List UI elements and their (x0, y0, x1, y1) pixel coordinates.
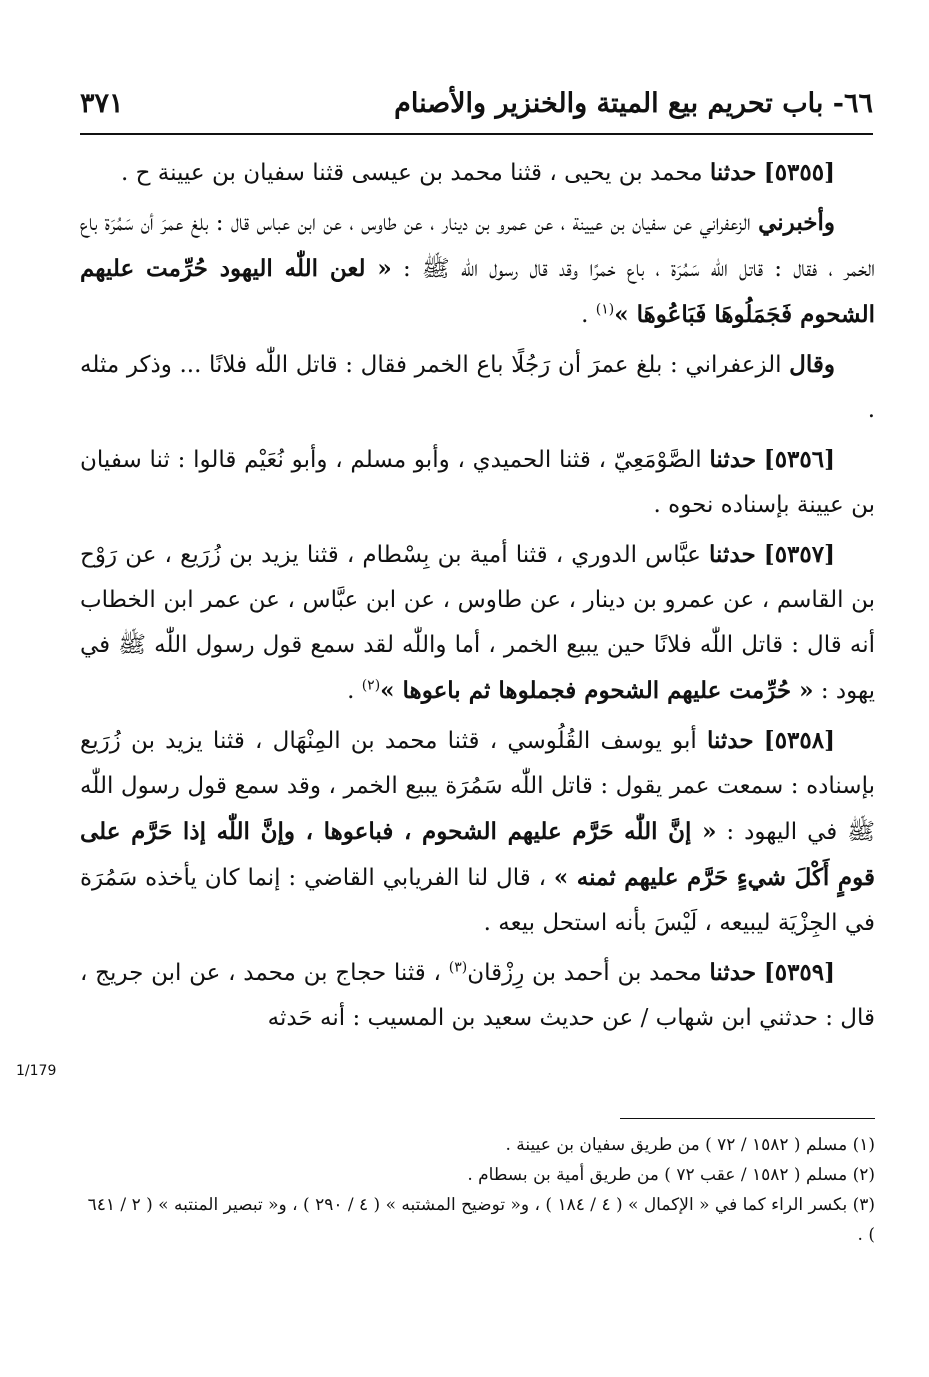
narration-text: محمد بن يحيى ، قثنا محمد بن عيسى قثنا سفيان بن عيينة ح . (121, 160, 703, 186)
hadith-number: [٥٣٥٧] (763, 541, 835, 568)
footnote-2: (٢) مسلم ( ١٥٨٢ / عقب ٧٢ ) من طريق أمية بن بسطام . (467, 1165, 875, 1185)
narration-lead: حدثنا (706, 727, 754, 754)
main-text (80, 150, 875, 1045)
narration-lead: حدثنا (709, 541, 756, 568)
narration-text: محمد بن أحمد بن رِزْقان (467, 960, 702, 986)
narration-text: أبو يوسف القُلُوسي ، قثنا محمد بن المِنْهَال ، قثنا يزيد بن زُرَيع بإسناده : سمعت عمر يقول : قاتل اللّٰه سَمُرَة يبيع الخمر ، وقد سمع قول رسول اللّٰه ﷺ في اليهود : (80, 728, 875, 845)
hadith-number: [٥٣٥٥] (763, 159, 835, 186)
narration-lead: حدثنا (709, 159, 757, 186)
footnotes (80, 1130, 875, 1250)
narration-end: . (581, 302, 596, 328)
narration-text: الصَّوْمَعِيّ ، قثنا الحميدي ، وأبو مسلم ، وأبو نُعَيْم قالوا : ثنا سفيان بن عيينة بإسناده نحوه . (80, 447, 875, 518)
footnote-3: (٣) بكسر الراء كما في « الإكمال » ( ٤ / ١٨٤ ) ، و« توضيح المشتبه » ( ٤ / ٢٩٠ ) ، و« تبصير المنتبه » ( ٢ / ٦٤١ ) . (87, 1195, 875, 1245)
hadith-5359 (80, 950, 875, 1041)
footnote-divider (620, 1118, 875, 1119)
narration-lead: وقال (789, 351, 835, 378)
hadith-number: [٥٣٥٦] (763, 446, 835, 473)
hadith-5357 (80, 532, 875, 714)
narration-text: الزعفراني عن سفيان بن عيينة ، عن عمرو بن دينار ، عن طاوس ، عن ابن عباس قال : بلغ عمرَ أن سَمُرَة باع الخمر ، فقال : قاتل اللّٰه سَمُرَة ، باع خمرًا وقد قال رسول اللّٰه ﷺ : (80, 210, 875, 282)
narration-end: . (347, 678, 362, 704)
footnote-ref: (١) (595, 301, 615, 318)
footnote-ref: (٢) (361, 677, 381, 694)
footnote-1: (١) مسلم ( ١٥٨٢ / ٧٢ ) من طريق سفيان بن عيينة . (505, 1135, 875, 1155)
chapter-title: ٦٦- باب تحريم بيع الميتة والخنزير والأصنام (394, 87, 873, 119)
prophetic-quote: « إنَّ اللّٰه حَرَّم عليهم الشحوم ، فباعوها ، وإنَّ اللّٰه إذا حَرَّم على قومٍ أَكْلَ شيءٍ حَرَّم عليهم ثمنه » (80, 818, 875, 891)
footnote-ref: (٣) (448, 959, 468, 976)
hadith-5358 (80, 718, 875, 946)
hadith-5356 (80, 437, 875, 528)
hadith-number: [٥٣٥٨] (763, 727, 835, 754)
narration-text: ، قال لنا الفريابي القاضي : إنما كان يأخذه سَمُرَة في الجِزْيَة ليبيعه ، لَيْسَ بأنه استحل بيعه . (80, 865, 875, 936)
narration-text: ، قثنا حجاج بن محمد ، عن ابن جريج ، قال : حدثني ابن شهاب / عن حديث سعيد بن المسيب : أنه حَدثه (80, 960, 875, 1031)
narration-lead: حدثنا (709, 446, 757, 473)
narration-lead: حدثنا (709, 959, 757, 986)
narration-text: عبَّاس الدوري ، قثنا أمية بن بِسْطام ، قثنا يزيد بن زُرَيع ، عن رَوْح بن القاسم ، عن عمرو بن دينار ، عن طاوس ، عن ابن عبَّاس ، عن عمر ابن الخطاب أنه قال : قاتل اللّٰه فلانًا حين يبيع الخمر ، أما واللّٰه لقد سمع قول رسول اللّٰه ﷺ في يهود : (80, 542, 875, 704)
hadith-5355-second-chain (80, 200, 875, 338)
hadith-5355-note (80, 342, 875, 433)
prophetic-quote: « لعن اللّٰه اليهود حُرِّمت عليهم الشحوم فَجَمَلُوهَا فَبَاعُوهَا » (80, 255, 875, 328)
page-header (80, 78, 873, 128)
prophetic-quote: « حُرِّمت عليهم الشحوم فجملوها ثم باعوها » (380, 677, 814, 704)
hadith-number: [٥٣٥٩] (763, 959, 836, 986)
narration-lead: وأخبرني (758, 209, 836, 236)
header-divider (80, 133, 873, 135)
manuscript-folio-note: 1/179 (16, 1063, 57, 1079)
page-number: ٣٧١ (80, 87, 124, 119)
hadith-5355 (80, 150, 875, 196)
narration-text: الزعفراني : بلغ عمرَ أن رَجُلًا باع الخمر فقال : قاتل اللّٰه فلانًا ... وذكر مثله . (80, 352, 875, 423)
